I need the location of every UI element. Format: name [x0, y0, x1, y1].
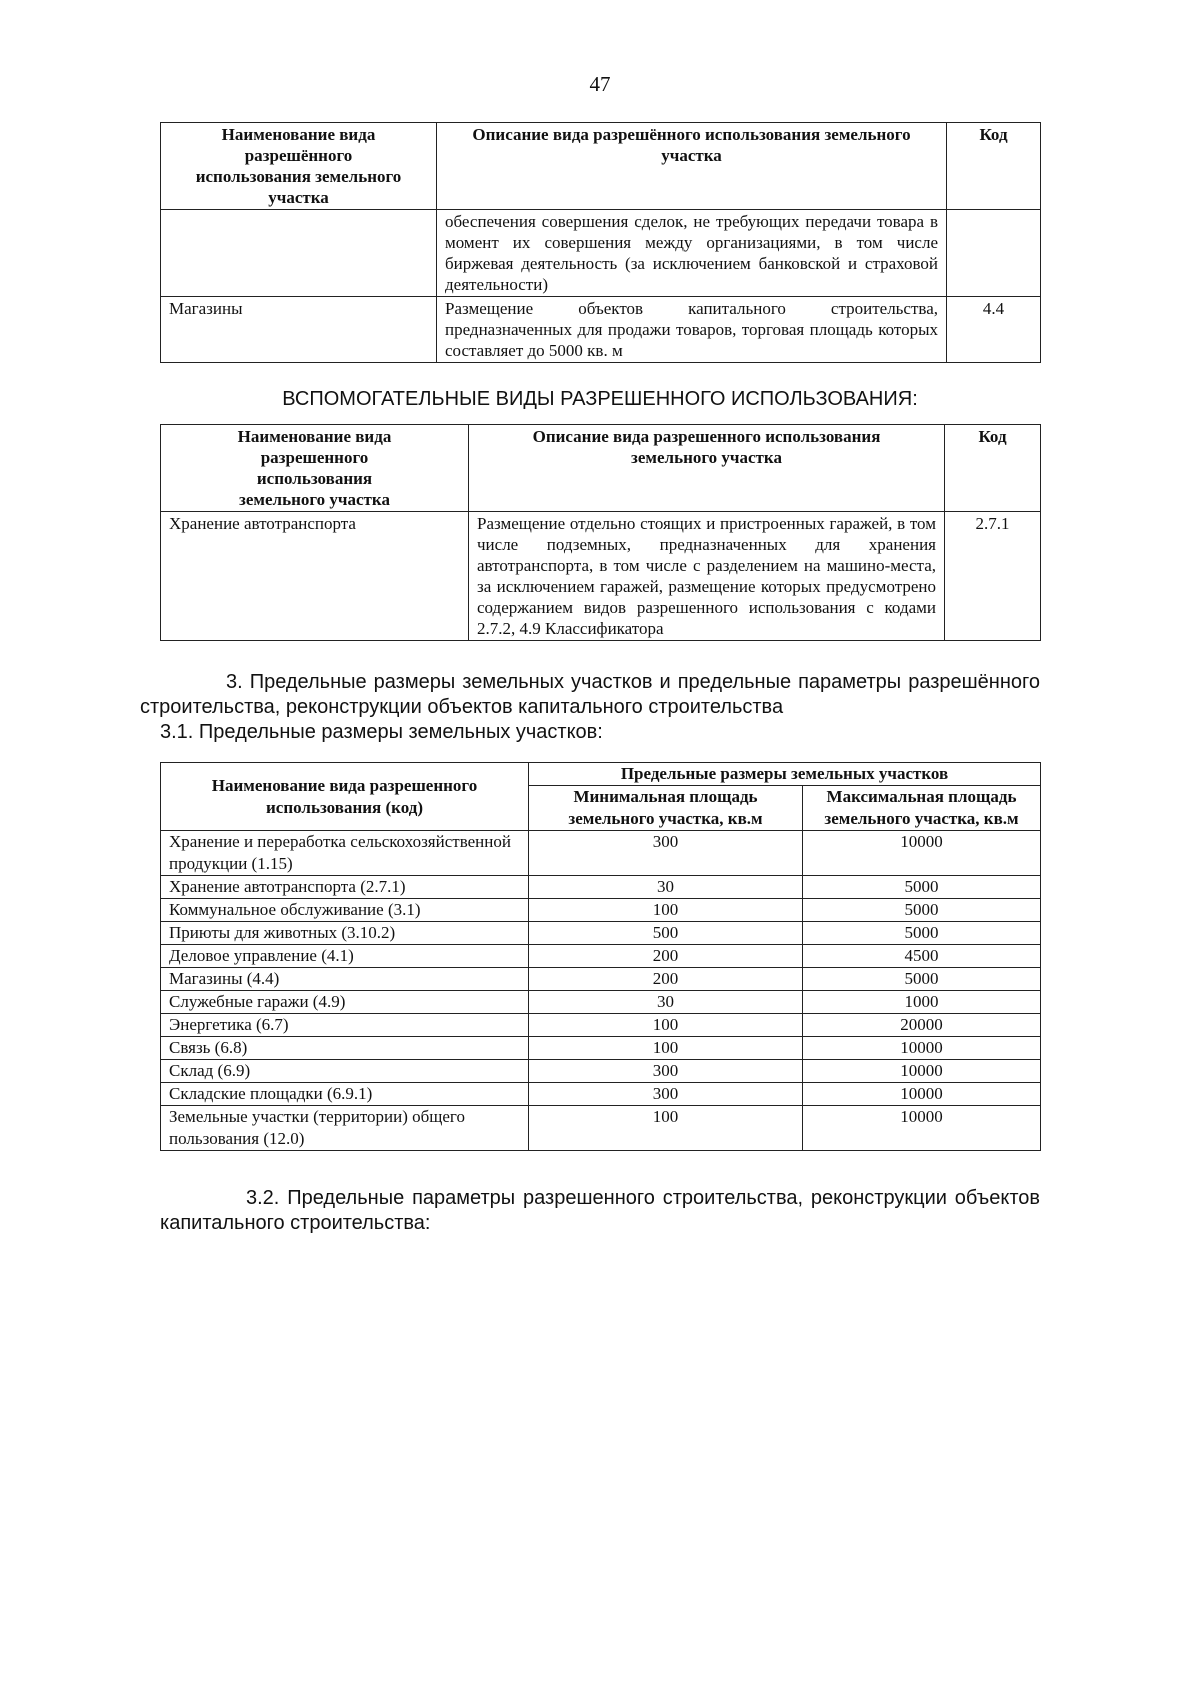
- min-area: 500: [529, 922, 803, 945]
- use-description: обеспечения совершения сделок, не требующих передачи товара в момент их совершения между организациями, в том числе биржевая деятельность (за исключением банковской и страховой деятельности): [437, 210, 947, 297]
- plot-size-limits-table: [160, 762, 1041, 1151]
- table-row: [161, 831, 1041, 876]
- max-area: 10000: [803, 831, 1041, 876]
- use-name: Хранение автотранспорта: [161, 512, 469, 641]
- min-area: 100: [529, 1037, 803, 1060]
- table-row: [161, 1037, 1041, 1060]
- use-description: Размещение отдельно стоящих и пристроенных гаражей, в том числе подземных, предназначенных для хранения автотранспорта, в том числе с разделением на машино-места, за исключением гаражей, размещение которых предусмотрено содержанием видов разрешенного использования с кодами 2.7.2, 4.9 Классификатора: [469, 512, 945, 641]
- column-header-name: Наименование вида разрешенного использования земельного участка: [161, 425, 469, 512]
- min-area: 100: [529, 899, 803, 922]
- max-area: 10000: [803, 1037, 1041, 1060]
- max-area: 5000: [803, 922, 1041, 945]
- use-name: Хранение автотранспорта (2.7.1): [161, 876, 529, 899]
- column-header-description: Описание вида разрешённого использования земельного участка: [437, 123, 947, 210]
- table-header-row: [161, 123, 1041, 210]
- max-area: 5000: [803, 968, 1041, 991]
- use-name: Связь (6.8): [161, 1037, 529, 1060]
- table-row: [161, 876, 1041, 899]
- min-area: 300: [529, 831, 803, 876]
- table-body: [161, 831, 1041, 1151]
- column-header-name: Наименование вида разрешенного использования (код): [161, 763, 529, 831]
- table-row: [161, 1083, 1041, 1106]
- table-header-row: [161, 425, 1041, 512]
- max-area: 10000: [803, 1083, 1041, 1106]
- min-area: 100: [529, 1106, 803, 1151]
- use-name: Деловое управление (4.1): [161, 945, 529, 968]
- table-row: [161, 991, 1041, 1014]
- min-area: 200: [529, 968, 803, 991]
- column-header-description: Описание вида разрешенного использования земельного участка: [469, 425, 945, 512]
- min-area: 30: [529, 876, 803, 899]
- table-header-row: [161, 763, 1041, 786]
- column-header-name: Наименование вида разрешённого использования земельного участка: [161, 123, 437, 210]
- column-header-code: Код: [945, 425, 1041, 512]
- paragraph-3-1: 3.1. Предельные размеры земельных участков:: [160, 721, 603, 743]
- table-row: [161, 210, 1041, 297]
- max-area: 20000: [803, 1014, 1041, 1037]
- column-header-max-area: Максимальная площадь земельного участка, кв.м: [803, 786, 1041, 831]
- use-description: Размещение объектов капитального строительства, предназначенных для продажи товаров, торговая площадь которых составляет до 5000 кв. м: [437, 297, 947, 363]
- max-area: 10000: [803, 1106, 1041, 1151]
- max-area: 5000: [803, 899, 1041, 922]
- table-row: [161, 899, 1041, 922]
- max-area: 1000: [803, 991, 1041, 1014]
- min-area: 300: [529, 1060, 803, 1083]
- use-name: Складские площадки (6.9.1): [161, 1083, 529, 1106]
- use-name: Энергетика (6.7): [161, 1014, 529, 1037]
- table-row: [161, 1014, 1041, 1037]
- max-area: 5000: [803, 876, 1041, 899]
- table-row: [161, 297, 1041, 363]
- use-name: Земельные участки (территории) общего пользования (12.0): [161, 1106, 529, 1151]
- paragraph-3: 3. Предельные размеры земельных участков и предельные параметры разрешённого строительства, реконструкции объектов капитального строительства: [140, 671, 1040, 718]
- min-area: 300: [529, 1083, 803, 1106]
- min-area: 100: [529, 1014, 803, 1037]
- table-row: [161, 968, 1041, 991]
- min-area: 30: [529, 991, 803, 1014]
- table-row: [161, 945, 1041, 968]
- use-code: [947, 210, 1041, 297]
- use-name: Хранение и переработка сельскохозяйственной продукции (1.15): [161, 831, 529, 876]
- table-row: [161, 922, 1041, 945]
- use-name: Коммунальное обслуживание (3.1): [161, 899, 529, 922]
- use-name: [161, 210, 437, 297]
- paragraph-3-2: 3.2. Предельные параметры разрешенного строительства, реконструкции объектов капитального строительства:: [160, 1187, 1040, 1234]
- max-area: 4500: [803, 945, 1041, 968]
- use-name: Склад (6.9): [161, 1060, 529, 1083]
- table-row: [161, 1106, 1041, 1151]
- use-code: 2.7.1: [945, 512, 1041, 641]
- table-row: [161, 1060, 1041, 1083]
- max-area: 10000: [803, 1060, 1041, 1083]
- min-area: 200: [529, 945, 803, 968]
- auxiliary-uses-heading: ВСПОМОГАТЕЛЬНЫЕ ВИДЫ РАЗРЕШЕННОГО ИСПОЛЬЗОВАНИЯ:: [282, 388, 918, 410]
- auxiliary-use-table: [160, 424, 1041, 641]
- table-row: [161, 512, 1041, 641]
- main-use-table-continued: [160, 122, 1041, 363]
- column-header-group: Предельные размеры земельных участков: [529, 763, 1041, 786]
- page-number: 47: [589, 72, 611, 96]
- use-code: 4.4: [947, 297, 1041, 363]
- use-name: Служебные гаражи (4.9): [161, 991, 529, 1014]
- column-header-min-area: Минимальная площадь земельного участка, кв.м: [529, 786, 803, 831]
- column-header-code: Код: [947, 123, 1041, 210]
- use-name: Магазины (4.4): [161, 968, 529, 991]
- use-name: Приюты для животных (3.10.2): [161, 922, 529, 945]
- use-name: Магазины: [161, 297, 437, 363]
